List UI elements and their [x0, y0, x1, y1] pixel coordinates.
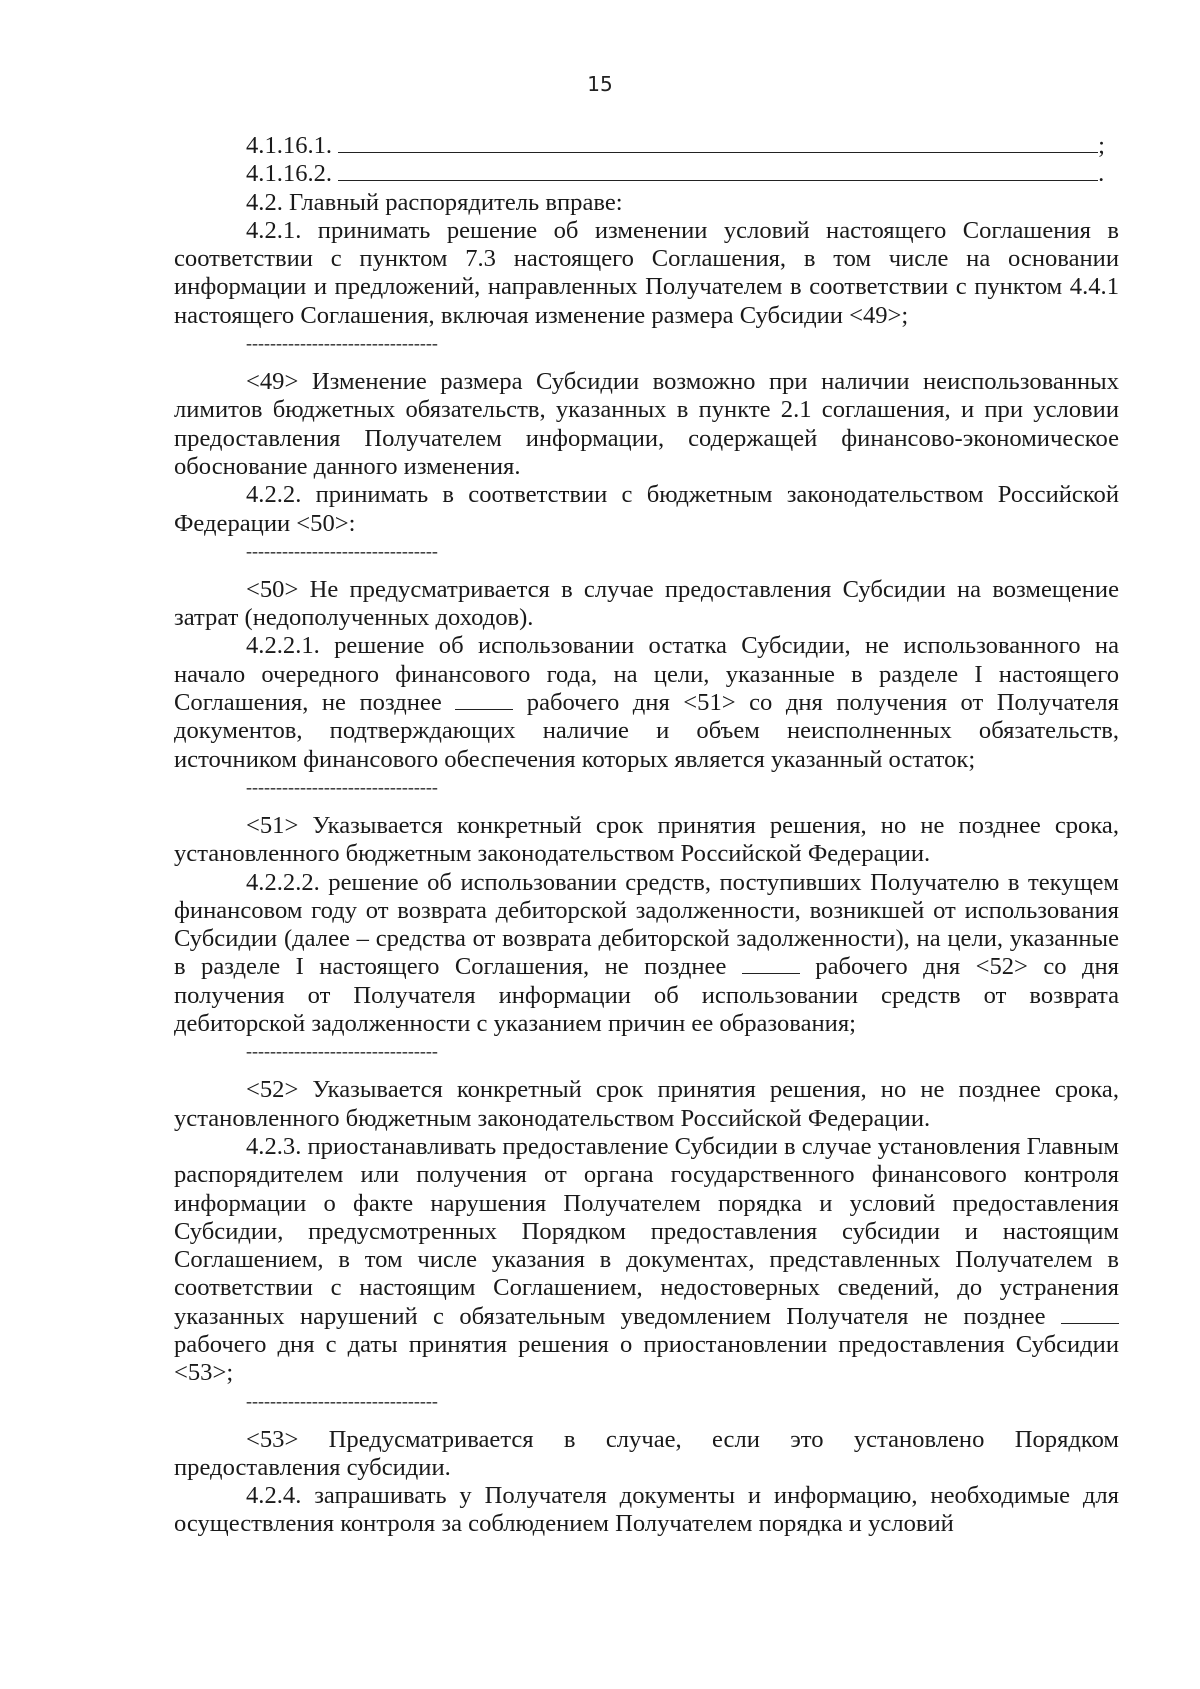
- clause-4-2-1: 4.2.1. принимать решение об изменении условий настоящего Соглашения в соответствии с пунктом 7.3 настоящего Соглашения, в том числе на основании информации и предложений, направленных Получателем в соответствии с пунктом 4.4.1 настоящего Соглашения, включая изменение размера Субсидии <49>;: [174, 216, 1119, 329]
- blank-field: [455, 708, 513, 710]
- footnote-53: <53> Предусматривается в случае, если это установлено Порядком предоставления субсидии.: [174, 1425, 1119, 1481]
- footnote-separator: --------------------------------: [246, 1390, 438, 1411]
- item-4-1-16-1: 4.1.16.1. ;: [246, 132, 1105, 159]
- clause-4-2: 4.2. Главный распорядитель вправе:: [246, 188, 623, 216]
- clause-4-2-2-2: 4.2.2.2. решение об использовании средств, поступивших Получателю в текущем финансовом году от возврата дебиторской задолженности, возникшей от использования Субсидии (далее – средства от возврата дебиторской задолженности), на цели, указанные в разделе I настоящего Соглашения, не позднее рабочего дня <52> со дня получения от Получателя информации об использовании средств от возврата дебиторской задолженности с указанием причин ее образования;: [174, 868, 1119, 1038]
- document-body: [174, 132, 1119, 1539]
- footnote-49: <49> Изменение размера Субсидии возможно при наличии неиспользованных лимитов бюджетных обязательств, указанных в пункте 2.1 соглашения, и при условии предоставления Получателем информации, содержащей финансово-экономическое обоснование данного изменения.: [174, 368, 1119, 480]
- footnote-separator: --------------------------------: [246, 1041, 438, 1062]
- clause-4-2-2: 4.2.2. принимать в соответствии с бюджетным законодательством Российской Федерации <50>:: [174, 481, 1119, 537]
- blank-field: [1061, 1322, 1119, 1324]
- footnote-separator: --------------------------------: [246, 333, 438, 354]
- fill-line: [338, 151, 1098, 153]
- blank-field: [742, 972, 800, 974]
- footnote-51: <51> Указывается конкретный срок принятия решения, но не позднее срока, установленного бюджетным законодательством Российской Федерации.: [174, 811, 1119, 868]
- clause-4-2-4: 4.2.4. запрашивать у Получателя документы и информацию, необходимые для осуществления контроля за соблюдением Получателем порядка и условий: [174, 1482, 1119, 1538]
- clause-4-2-3: 4.2.3. приостанавливать предоставление Субсидии в случае установления Главным распорядителем или получения от органа государственного финансового контроля информации о факте нарушения Получателем порядка и условий предоставления Субсидии, предусмотренных Порядком предоставления субсидии и настоящим Соглашением, в том числе указания в документах, представленных Получателем в соответствии с настоящим Соглашением, недостоверных сведений, до устранения указанных нарушений с обязательным уведомлением Получателя не позднее рабочего дня с даты принятия решения о приостановлении предоставления Субсидии <53>;: [174, 1132, 1119, 1387]
- footnote-52: <52> Указывается конкретный срок принятия решения, но не позднее срока, установленного бюджетным законодательством Российской Федерации.: [174, 1076, 1119, 1132]
- fill-line: [338, 179, 1098, 181]
- page-number: 15: [587, 72, 613, 96]
- footnote-separator: --------------------------------: [246, 540, 438, 561]
- footnote-50: <50> Не предусматривается в случае предоставления Субсидии на возмещение затрат (недополученных доходов).: [174, 575, 1119, 632]
- clause-4-2-2-1: 4.2.2.1. решение об использовании остатка Субсидии, не использованного на начало очередного финансового года, на цели, указанные в разделе I настоящего Соглашения, не позднее рабочего дня <51> со дня получения от Получателя документов, подтверждающих наличие и объем неисполненных обязательств, источником финансового обеспечения которых является указанный остаток;: [174, 632, 1119, 773]
- footnote-separator: --------------------------------: [246, 776, 438, 797]
- item-4-1-16-2: 4.1.16.2. .: [246, 160, 1105, 188]
